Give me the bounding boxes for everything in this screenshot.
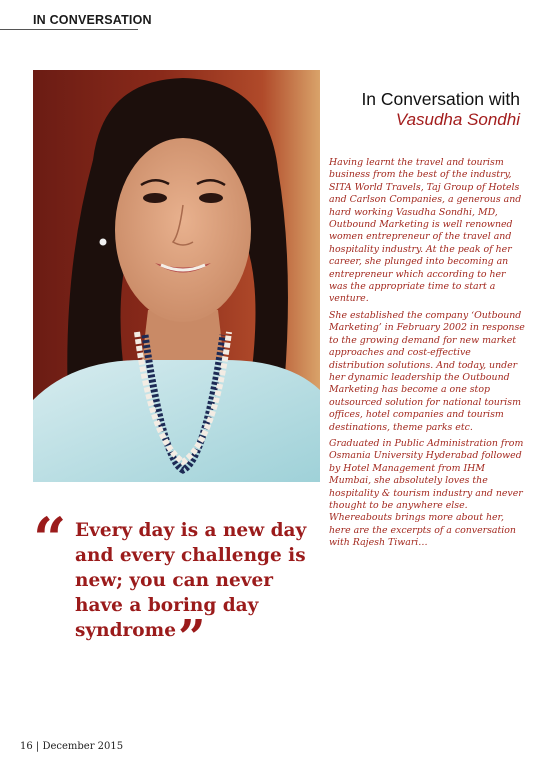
pull-quote-text-wrapper [33, 518, 318, 666]
open-quote-icon: “ [33, 505, 67, 573]
section-tag: IN CONVERSATION [33, 13, 152, 27]
article-body [329, 157, 525, 554]
portrait-photo [33, 70, 320, 482]
close-quote-icon: ” [177, 610, 206, 666]
paragraph-1: Having learnt the travel and tourism business from the best of the industry, SITA World Travels, Taj Group of Hotels and Carlson Companies, a generous and hard working Vasudha Sondhi, MD, Outbound Marketing is well renowned women entrepreneur of the travel and hospitality industry. At the peak of her career, she plunged into becoming an entrepreneur which according to her was the appropriate time to start a venture. [329, 157, 522, 305]
interviewee-name: Vasudha Sondhi [395, 110, 520, 129]
page-footer: 16 | December 2015 [20, 741, 124, 752]
article-title [330, 89, 520, 131]
paragraph-3: Graduated in Public Administration from Osmania University Hyderabad followed by Hotel Management from IHM Mumbai, she absolutely loves the hospitality & tourism industry and never thought to be anywhere else. Whereabouts brings more about her, here are the excerpts of a conversation with Rajesh Tiwari… [329, 437, 524, 549]
section-rule [0, 29, 138, 30]
title-line1: In Conversation with [361, 89, 520, 109]
pull-quote-text: Every day is a new day and every challenge is new; you can never have a boring day syndrome [75, 520, 307, 641]
paragraph-2: She established the company ‘Outbound Marketing’ in February 2002 in response to the growing demand for new market approaches and cost-effective distribution solutions. And today, under her dynamic leadership the Outbound Marketing has become a one stop outsourced solution for national tourism offices, hotel companies and tourism destinations, theme parks etc. [329, 309, 525, 433]
pull-quote [33, 505, 318, 666]
